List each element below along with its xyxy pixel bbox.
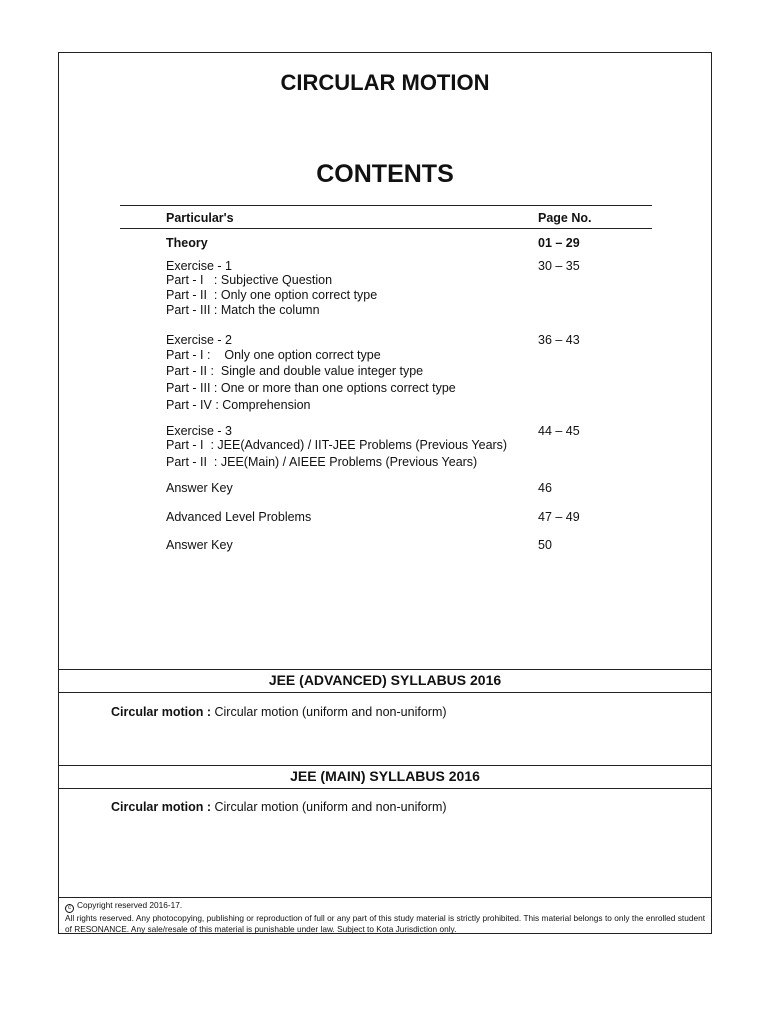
copyright-text: Copyright reserved 2016-17. [77,900,183,910]
toc-answer-key-2-label: Answer Key [166,538,233,552]
toc-theory-page: 01 – 29 [538,236,580,250]
page-no-header: Page No. [538,211,592,225]
table-top-rule [120,205,652,206]
toc-exercise-2-label: Exercise - 2 [166,333,232,347]
toc-theory-label: Theory [166,236,208,250]
toc-exercise-3-label: Exercise - 3 [166,424,232,438]
toc-advanced-problems-page: 47 – 49 [538,510,580,524]
rights-notice: All rights reserved. Any photocopying, publishing or reproduction of full or any part of this study material is strictly prohibited. This material belongs to only the enrolled student of RESONANCE. Any sale/resale of this material is punishable under law. Subject to Kota Jurisdiction only. [65,913,705,934]
toc-answer-key-2-page: 50 [538,538,552,552]
advanced-syllabus-heading: JEE (ADVANCED) SYLLABUS 2016 [59,669,711,693]
advanced-syllabus-label: Circular motion : [111,705,212,719]
toc-ex2-part-3: Part - III : One or more than one options correct type [166,381,456,395]
toc-exercise-1-page: 30 – 35 [538,259,580,273]
main-syllabus-heading: JEE (MAIN) SYLLABUS 2016 [59,765,711,789]
toc-exercise-2-page: 36 – 43 [538,333,580,347]
toc-answer-key-label: Answer Key [166,481,233,495]
toc-advanced-problems-label: Advanced Level Problems [166,510,312,524]
particulars-header: Particular's [166,211,234,225]
main-syllabus-line [111,800,447,814]
page-title: CIRCULAR MOTION [280,70,490,95]
toc-ex3-part-1: Part - I : JEE(Advanced) / IIT-JEE Problems (Previous Years) [166,438,508,452]
toc-ex2-part-1: Part - I : Only one option correct type [166,348,381,362]
contents-heading: CONTENTS [316,160,454,188]
toc-answer-key-page: 46 [538,481,552,495]
table-header-rule [120,228,652,229]
toc-exercise-1-label: Exercise - 1 [166,259,232,273]
toc-exercise-3-page: 44 – 45 [538,424,580,438]
toc-ex1-part-3: Part - III : Match the column [166,303,320,317]
toc-ex2-part-2: Part - II : Single and double value integer type [166,364,424,378]
main-syllabus-label: Circular motion : [111,800,212,814]
copyright-icon: c [65,904,74,913]
toc-ex1-part-1: Part - I : Subjective Question [166,273,333,287]
toc-ex2-part-4: Part - IV : Comprehension [166,398,311,412]
advanced-syllabus-line [111,705,447,719]
copyright-line [65,900,705,913]
toc-ex3-part-2: Part - II : JEE(Main) / AIEEE Problems (Previous Years) [166,455,478,469]
advanced-syllabus-text: Circular motion (uniform and non-uniform) [211,705,447,719]
page-frame [58,52,712,934]
toc-ex1-part-2: Part - II : Only one option correct type [166,288,378,302]
copyright-footer [59,897,711,933]
main-syllabus-text: Circular motion (uniform and non-uniform) [211,800,447,814]
